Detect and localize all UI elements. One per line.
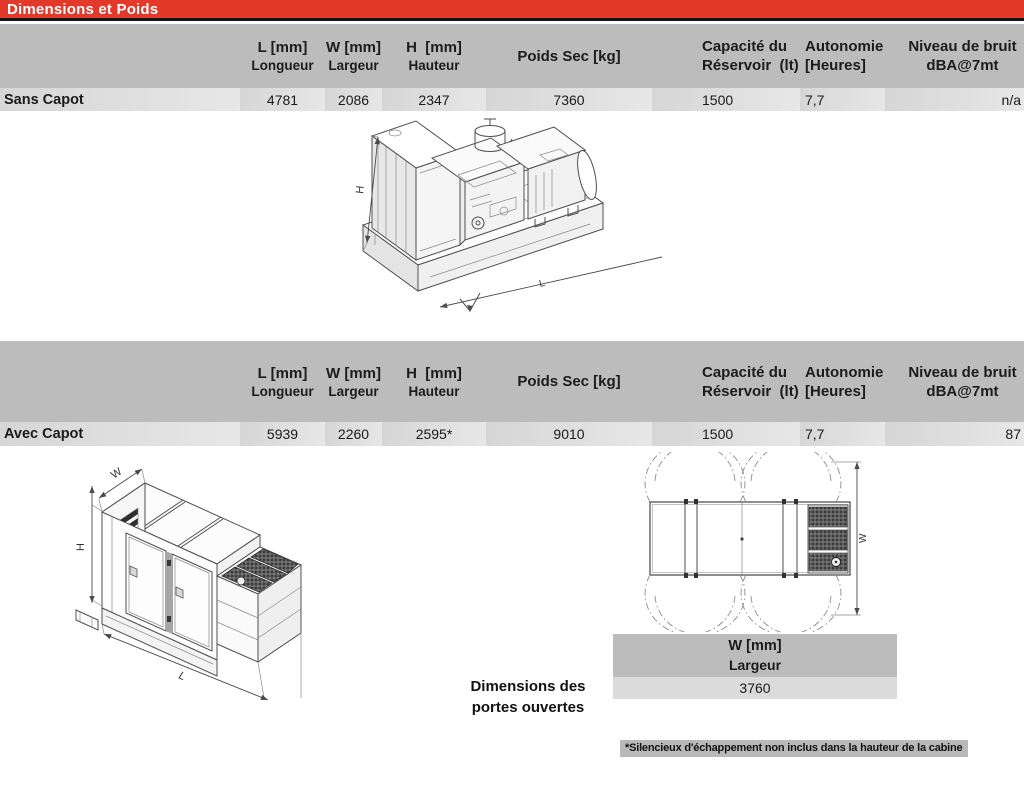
header-autonomie: Autonomie [Heures] [800, 341, 885, 422]
avec-capot-label-cell: Avec Capot [0, 422, 240, 446]
avec-capot-autonomie: 7,7 [800, 422, 885, 446]
open-doors-top-view-drawing [605, 452, 895, 632]
open-h-label: H [354, 185, 367, 195]
header-poids-sec: Poids Sec [kg] [486, 24, 652, 88]
header-capacite-reservoir: Capacité du Réservoir (lt) [652, 341, 800, 422]
sans-capot-bruit: n/a [885, 88, 1024, 111]
enclosed-genset-drawing [68, 448, 368, 718]
sans-capot-label-cell: Sans Capot [0, 88, 240, 111]
doors-width-value: 3760 [613, 677, 897, 699]
dimension-h-closed [75, 486, 102, 606]
header-largeur: W [mm] Largeur [325, 24, 382, 88]
closed-w-label: W [108, 465, 125, 482]
avec-capot-longueur: 5939 [240, 422, 325, 446]
roof-grille-top-view [808, 505, 848, 573]
header-niveau-bruit: Niveau de bruit dBA@7mt [885, 341, 1024, 422]
avec-capot-poids: 9010 [486, 422, 652, 446]
open-l-label: L [538, 277, 547, 290]
header-longueur: L [mm] Longueur [240, 24, 325, 88]
header-largeur: W [mm] Largeur [325, 341, 382, 422]
doors-open-width-table [613, 634, 897, 699]
header-empty [0, 341, 240, 422]
header-niveau-bruit: Niveau de bruit dBA@7mt [885, 24, 1024, 88]
sans-capot-capacite: 1500 [652, 88, 800, 111]
silencer-footnote: *Silencieux d'échappement non inclus dans la hauteur de la cabine [620, 740, 968, 757]
closed-l-label: L [176, 669, 188, 684]
avec-capot-bruit: 87 [885, 422, 1024, 446]
header-poids-sec: Poids Sec [kg] [486, 341, 652, 422]
header-empty [0, 24, 240, 88]
section-title-bar [0, 0, 1024, 21]
header-longueur: L [mm] Longueur [240, 341, 325, 422]
dimensions-table-avec-capot [0, 341, 1024, 446]
open-genset-drawing [340, 105, 680, 320]
dimensions-table-sans-capot [0, 24, 1024, 111]
closed-h-label: H [75, 543, 87, 551]
header-autonomie: Autonomie [Heures] [800, 24, 885, 88]
doors-width-header: W [mm] Largeur [613, 634, 897, 677]
sans-capot-hauteur: 2347 [382, 88, 486, 111]
header-hauteur: H [mm] Hauteur [382, 24, 486, 88]
avec-capot-capacite: 1500 [652, 422, 800, 446]
doors-open-caption: Dimensions des portes ouvertes [470, 678, 586, 716]
top-view-w-label: W [858, 533, 869, 543]
sans-capot-autonomie: 7,7 [800, 88, 885, 111]
avec-capot-largeur: 2260 [325, 422, 382, 446]
sans-capot-poids: 7360 [486, 88, 652, 111]
sans-capot-largeur: 2086 [325, 88, 382, 111]
header-capacite-reservoir: Capacité du Réservoir (lt) [652, 24, 800, 88]
sans-capot-longueur: 4781 [240, 88, 325, 111]
avec-capot-hauteur: 2595* [382, 422, 486, 446]
page-title: Dimensions et Poids [7, 0, 159, 18]
canopy-top-view [650, 499, 850, 578]
header-hauteur: H [mm] Hauteur [382, 341, 486, 422]
